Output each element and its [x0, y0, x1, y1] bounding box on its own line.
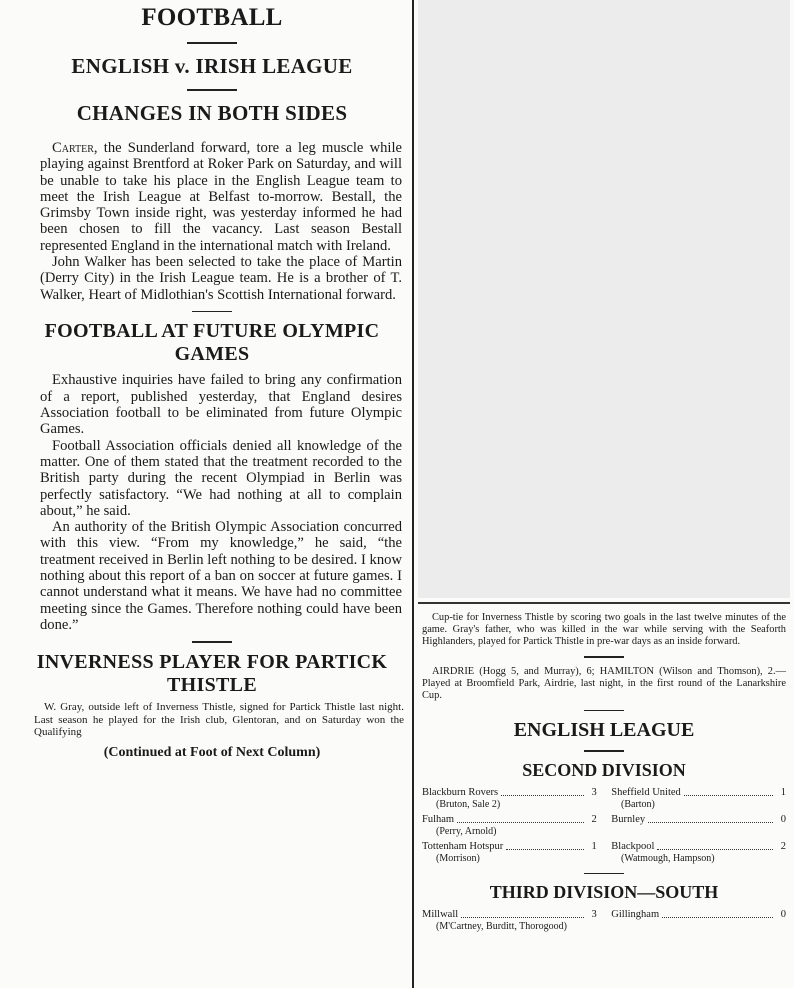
team-name: Sheffield United — [611, 786, 681, 798]
team-score: 1 — [591, 840, 597, 852]
home-scorers: (Bruton, Sale 2) — [436, 798, 501, 810]
home-scorers: (M'Cartney, Burditt, Thorogood) — [436, 921, 567, 932]
continued-notice: (Continued at Foot of Next Column) — [103, 745, 321, 761]
team-cell — [611, 787, 786, 799]
leader-dots — [684, 787, 773, 796]
away-scorers — [601, 921, 786, 933]
team-name: Millwall — [422, 909, 459, 920]
team-score: 0 — [780, 909, 786, 920]
team-name: Fulham — [422, 813, 455, 825]
team-score: 3 — [591, 786, 597, 798]
team-cell — [611, 814, 786, 826]
scorers-row — [422, 826, 786, 838]
team-cell — [422, 841, 597, 853]
continuation-text: Cup-tie for Inverness Thistle by scoring two goals in the last twelve minutes of the game. Gray's father, who was killed in the war while serving with the Seaforth Highlanders, played for Partick Thistle in pre-war days as an inside forward. — [422, 612, 786, 647]
match-row — [422, 909, 786, 921]
scorers-row — [422, 853, 786, 865]
second-division-results — [422, 787, 786, 865]
third-division-results — [422, 909, 786, 933]
divider — [584, 710, 624, 712]
second-division-title: SECOND DIVISION — [522, 759, 686, 780]
team-name: Blackburn Rovers — [422, 786, 499, 798]
team-name: Tottenham Hotspur — [422, 840, 504, 852]
divider — [187, 42, 237, 44]
team-name: Burnley — [611, 813, 646, 825]
article1-subhead: CHANGES IN BOTH SIDES — [76, 101, 348, 125]
airdrie-result: AIRDRIE (Hogg 5, and Murray), 6; HAMILTON (Wilson and Thomson), 2.—Played at Broomfield Park, Airdrie, last night, in the first round of the Lanarkshire Cup. — [422, 665, 786, 701]
right-content — [418, 612, 790, 936]
article2-para1: Exhaustive inquiries have failed to bring any confirmation of a report, published yesterday, that England desires Association football to be eliminated from future Olympic Games. — [40, 372, 402, 438]
article1-para1 — [40, 140, 402, 254]
team-name: Blackpool — [611, 840, 655, 852]
team-score: 2 — [780, 840, 786, 852]
leader-dots — [657, 841, 773, 850]
article2-para3: An authority of the British Olympic Association concurred with this view. “From my knowledge,” he said, “the treatment received in Berlin left nothing to be desired. I know nothing about this report of a ban on soccer at future games. I cannot understand what it means. We have had no committee meeting since the Games. Therefore nothing could have been done.” — [40, 519, 402, 633]
blank-area — [418, 0, 790, 598]
leader-dots — [501, 787, 584, 796]
article2-headline: FOOTBALL AT FUTURE OLYMPIC GAMES — [44, 320, 380, 366]
leader-dots — [648, 814, 773, 823]
article3-para1: W. Gray, outside left of Inverness Thistle, signed for Partick Thistle last night. Last season he played for the Irish club, Glentoran, and on Saturday won the Qualifying — [34, 700, 404, 739]
leader-dots — [506, 841, 584, 850]
article3-headline: INVERNESS PLAYER FOR PARTICK THISTLE — [36, 650, 388, 696]
divider — [192, 311, 232, 313]
leader-dots — [662, 909, 773, 918]
divider — [187, 89, 237, 91]
team-score: 3 — [591, 909, 597, 920]
lead-word: Carter — [52, 140, 94, 156]
team-cell — [422, 787, 597, 799]
divider — [584, 750, 624, 752]
column-rule — [412, 0, 414, 988]
home-scorers: (Morrison) — [436, 852, 480, 864]
away-scorers — [601, 826, 786, 838]
away-scorers: (Barton) — [621, 798, 655, 810]
article1-para2: John Walker has been selected to take the place of Martin (Derry City) in the Irish League team. He is a brother of T. Walker, Heart of Midlothian's Scottish International forward. — [40, 254, 402, 303]
leader-dots — [461, 909, 584, 918]
divider — [192, 641, 232, 643]
divider — [584, 656, 624, 658]
team-name: Gillingham — [611, 909, 660, 920]
team-score: 0 — [780, 813, 786, 825]
team-cell — [422, 909, 597, 921]
article1-headline: ENGLISH v. IRISH LEAGUE — [71, 54, 353, 78]
divider — [418, 602, 790, 604]
divider — [584, 873, 624, 875]
home-scorers: (Perry, Arnold) — [436, 825, 497, 837]
team-score: 2 — [591, 813, 597, 825]
team-cell — [611, 909, 786, 921]
right-column — [418, 0, 790, 988]
scorers-row — [422, 921, 786, 933]
left-column — [14, 0, 410, 988]
away-scorers: (Watmough, Hampson) — [621, 852, 715, 864]
match-row — [422, 787, 786, 799]
team-cell — [422, 814, 597, 826]
leader-dots — [457, 814, 584, 823]
team-cell — [611, 841, 786, 853]
section-title: FOOTBALL — [141, 4, 283, 31]
article1-para1-text: , the Sunderland forward, tore a leg muscle while playing against Brentford at Roker Park on Saturday, and will be unable to take his place in the English League team to meet the Irish League at Belfast to-morrow. Bestall, the Grimsby Town inside right, was yesterday informed he had been chosen to fill the vacancy. Last season Bestall represented England in the international match with Ireland. — [40, 140, 402, 254]
article2-para2: Football Association officials denied all knowledge of the matter. One of them stated that the treatment recorded to the British party during the recent Olympiad in Berlin was perfectly satisfactory. “We had nothing at all to complain about,” he said. — [40, 437, 402, 519]
match-row — [422, 841, 786, 853]
team-score: 1 — [780, 786, 786, 798]
third-division-title: THIRD DIVISION—SOUTH — [489, 882, 719, 902]
league-title: ENGLISH LEAGUE — [513, 719, 695, 741]
match-row — [422, 814, 786, 826]
scorers-row — [422, 799, 786, 811]
